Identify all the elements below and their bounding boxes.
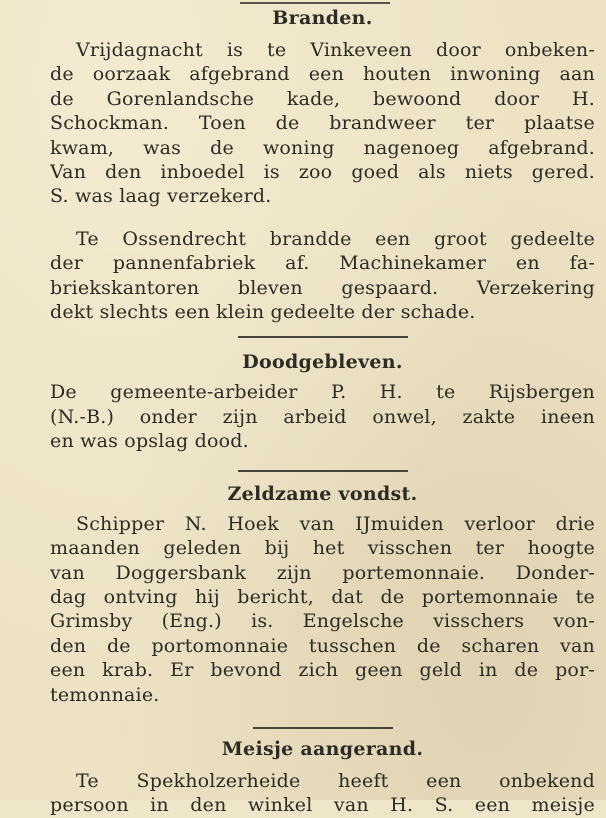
word: persoon [50, 794, 129, 817]
word: aan [559, 63, 595, 86]
word: briekskantoren [50, 276, 200, 299]
word: zich [298, 659, 339, 682]
word: ter [465, 112, 495, 135]
word: bericht, [237, 585, 314, 608]
word: H. [390, 794, 414, 817]
word: por- [555, 659, 595, 682]
article-column [50, 6, 595, 818]
article-title-zeldzame-vondst: Zeldzame vondst. [227, 482, 418, 505]
article-title-branden: Branden. [272, 7, 373, 29]
word: zakte [462, 405, 516, 428]
article-paragraph [50, 512, 595, 707]
word: onbeken- [504, 39, 595, 61]
word: den [190, 794, 227, 817]
word: oorzaak [92, 63, 171, 86]
word: Vinkeveen [310, 39, 412, 61]
word: bij [264, 537, 290, 560]
word: ineen [540, 405, 595, 428]
word: heeft [338, 769, 389, 792]
word: afgebrand [189, 63, 290, 86]
word: portemonnaie. [342, 561, 486, 584]
word: Rijsbergen [488, 381, 595, 404]
text-line: temonnaie. [50, 683, 160, 706]
word: in [150, 794, 169, 817]
text-line [50, 111, 595, 135]
word: Van [50, 161, 87, 184]
word: N. [184, 512, 207, 535]
text-line [50, 536, 595, 560]
word: bewoond [373, 87, 462, 110]
word: Schipper [76, 512, 165, 535]
word: (Eng.) [161, 610, 222, 633]
word: een [50, 659, 86, 682]
word: meisje [531, 794, 595, 817]
section-divider [253, 727, 393, 729]
word: Machinekamer [339, 252, 487, 275]
text-line [50, 561, 595, 585]
word: de [514, 659, 539, 682]
word: afgebrand. [488, 136, 595, 159]
word: geld [419, 659, 462, 682]
word: von- [553, 610, 595, 633]
word: Doggersbank [115, 561, 247, 584]
text-line [50, 585, 595, 609]
word: de [380, 585, 405, 608]
word: brandde [269, 227, 352, 250]
word: Te [76, 227, 99, 250]
word: Verzekering [476, 276, 595, 299]
word: van [560, 634, 595, 657]
word: (N.-B.) [50, 405, 115, 428]
word: den [105, 161, 142, 184]
article-paragraph [50, 380, 595, 453]
word: hoogte [527, 537, 595, 560]
section-divider [238, 336, 408, 338]
word: De [50, 381, 77, 404]
text-line: en was opslag dood. [50, 430, 249, 453]
text-line: S. was laag verzekerd. [50, 185, 272, 208]
word: te [267, 39, 287, 61]
word: dag [50, 585, 87, 608]
word: visschen [367, 537, 453, 560]
word: S. [434, 794, 454, 817]
word: af. [285, 252, 310, 275]
text-line [50, 405, 595, 429]
word: portomonnaie [151, 634, 289, 657]
article-paragraph [50, 227, 595, 325]
word: inwoning [450, 63, 541, 86]
word: verloor [464, 512, 535, 535]
top-rule [240, 2, 390, 4]
text-line [50, 793, 595, 817]
word: Spekholzerheide [136, 769, 301, 792]
word: goed [351, 161, 400, 184]
word: den [50, 634, 87, 657]
word: de [50, 87, 74, 110]
word: de [210, 136, 234, 159]
word: de [50, 63, 74, 86]
text-line [50, 276, 595, 300]
article-title-doodgebleven: Doodgebleven. [242, 351, 403, 374]
word: inboedel [160, 161, 245, 184]
text-line [50, 227, 595, 251]
word: het [312, 537, 345, 560]
word: gespaard. [341, 276, 439, 299]
word: de [275, 112, 300, 135]
word: een [375, 227, 411, 250]
text-line [50, 769, 595, 793]
word: gedeelte [510, 227, 595, 250]
word: H. [379, 381, 403, 404]
word: Hoek [227, 512, 279, 535]
word: plaatse [524, 112, 595, 135]
word: maanden [50, 537, 140, 560]
word: en [515, 252, 540, 275]
word: ontving [103, 585, 178, 608]
word: drie [555, 512, 595, 535]
word: Ossendrecht [122, 227, 247, 250]
word: is. [251, 610, 274, 633]
word: bevond [210, 659, 282, 682]
word: de [106, 634, 131, 657]
word: is [263, 161, 280, 184]
word: van [50, 561, 85, 584]
article-title-meisje-aangerand: Meisje aangerand. [221, 737, 424, 760]
word: Engelsche [302, 610, 404, 633]
word: als [418, 161, 446, 184]
word: krab. [102, 659, 154, 682]
word: groot [434, 227, 487, 250]
word: ter [475, 537, 505, 560]
text-line [50, 251, 595, 275]
word: scharen [461, 634, 540, 657]
word: Vrijdagnacht [76, 39, 203, 61]
word: onwel, [372, 405, 437, 428]
word: kade, [286, 87, 341, 110]
word: een [426, 769, 462, 792]
word: van [299, 512, 335, 535]
article-paragraph [50, 38, 595, 209]
word: in [478, 659, 498, 682]
word: houten [362, 63, 432, 86]
word: gered. [531, 161, 595, 184]
word: der [50, 252, 84, 275]
text-line [50, 87, 595, 111]
text-line [50, 380, 595, 404]
word: IJmuiden [355, 512, 444, 535]
word: bleven [237, 276, 303, 299]
word: door [435, 39, 481, 61]
word: Grimsby [50, 610, 133, 633]
word: Er [170, 659, 194, 682]
word: portemonnaie [421, 585, 559, 608]
text-line [50, 62, 595, 86]
word: een [474, 794, 511, 817]
word: fa- [569, 252, 595, 275]
word: P. [330, 381, 347, 404]
word: te [436, 381, 456, 404]
word: Gorenlandsche [106, 87, 255, 110]
text-line [50, 512, 595, 536]
word: van [333, 794, 369, 817]
word: zijn [276, 561, 312, 584]
word: hij [195, 585, 220, 608]
word: gemeente-arbeider [110, 381, 298, 404]
word: door [494, 87, 540, 110]
text-line [50, 658, 595, 682]
word: onbekend [499, 769, 595, 792]
word: Toen [198, 112, 246, 135]
word: zijn [222, 405, 258, 428]
word: brandweer [329, 112, 436, 135]
word: nagenoeg [363, 136, 460, 159]
word: geen [355, 659, 403, 682]
text-line [50, 160, 595, 184]
word: is [226, 39, 244, 61]
text-line [50, 38, 595, 62]
word: Te [76, 769, 99, 792]
word: de [416, 634, 441, 657]
word: arbeid [283, 405, 347, 428]
word: geleden [163, 537, 242, 560]
word: woning [262, 136, 335, 159]
section-divider [238, 470, 408, 472]
word: zoo [298, 161, 333, 184]
word: pannenfabriek [112, 252, 256, 275]
word: Schockman. [50, 112, 170, 135]
word: was [143, 136, 182, 159]
word: kwam, [50, 136, 115, 159]
word: Donder- [515, 561, 595, 584]
article-paragraph [50, 769, 595, 818]
word: niets [464, 161, 513, 184]
word: een [308, 63, 345, 86]
word: onder [139, 405, 197, 428]
word: H. [571, 87, 595, 110]
word: visschers [433, 610, 525, 633]
text-line: dekt slechts een klein gedeelte der schade. [50, 301, 476, 324]
text-line [50, 136, 595, 160]
text-line [50, 634, 595, 658]
text-line [50, 609, 595, 633]
word: dat [331, 585, 364, 608]
word: winkel [247, 794, 313, 817]
word: te [575, 585, 595, 608]
word: tusschen [308, 634, 397, 657]
